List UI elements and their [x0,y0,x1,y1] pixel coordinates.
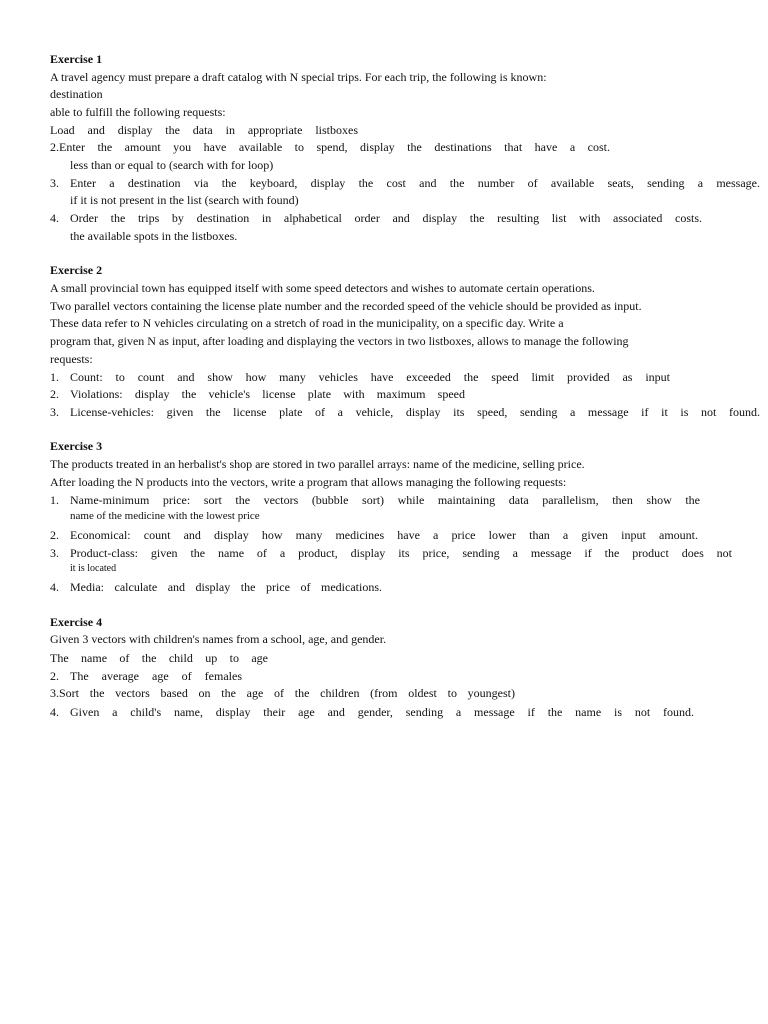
exercise-3-intro: The products treated in an herbalist's shop are stored in two parallel arrays: name of the medicine, selling price. [50,457,585,471]
exercise-1-line: able to fulfill the following requests: [50,105,226,119]
exercise-1-item-cont: less than or equal to (search with for loop) [70,158,274,172]
exercise-3-item-cont: it is located [70,563,117,574]
exercise-3-line: After loading the N products into the vectors, write a program that allows managing the following requests: [50,475,567,489]
exercise-3-item-number: 4. [50,580,59,594]
exercise-3-item-number: 2. [50,528,59,542]
exercise-2-item: License-vehicles: given the license plate of a vehicle, display its speed, sending a message if it is not found. [70,405,760,419]
exercise-2-item-number: 2. [50,387,59,401]
exercise-4-item: Given a child's name, display their age and gender, sending a message if the name is not found. [70,705,694,719]
exercise-1-item: Enter a destination via the keyboard, display the cost and the number of available seats, sending a message. [70,176,760,190]
exercise-3-title: Exercise 3 [50,439,103,453]
exercise-4-item: The name of the child up to age [50,651,268,665]
exercise-1-title: Exercise 1 [50,52,103,66]
exercise-1-item-number: 3. [50,176,59,190]
exercise-2-title: Exercise 2 [50,263,103,277]
exercise-1-item: Load and display the data in appropriate listboxes [50,123,358,137]
exercise-1-line: destination [50,87,103,101]
exercise-2-item-number: 3. [50,405,59,419]
exercise-2-line: program that, given N as input, after loading and displaying the vectors in two listboxes, allows to manage the following [50,334,629,348]
exercise-1-item-number: 4. [50,211,59,225]
exercise-4-title: Exercise 4 [50,615,103,629]
exercise-3-item-number: 3. [50,546,59,560]
exercise-4-item: 3.Sort the vectors based on the age of the children (from oldest to youngest) [50,686,515,700]
exercise-2-item-number: 1. [50,370,59,384]
exercise-1-item: Order the trips by destination in alphabetical order and display the resulting list with associated costs. [70,211,702,225]
exercise-3-item-cont: name of the medicine with the lowest price [70,510,260,522]
exercise-1-item-cont: the available spots in the listboxes. [70,229,238,243]
exercise-4-item-number: 2. [50,669,59,683]
exercise-1-intro: A travel agency must prepare a draft catalog with N special trips. For each trip, the following is known: [50,70,547,84]
exercise-1-item-cont: if it is not present in the list (search with found) [70,193,299,207]
exercise-3-item: Media: calculate and display the price of medications. [70,580,382,594]
exercise-1-item: 2.Enter the amount you have available to spend, display the destinations that have a cost. [50,140,610,154]
exercise-3-item: Name-minimum price: sort the vectors (bubble sort) while maintaining data parallelism, then show the [70,493,700,507]
exercise-2-line: Two parallel vectors containing the license plate number and the recorded speed of the vehicle should be provided as input. [50,299,642,313]
exercise-4-item-number: 4. [50,705,59,719]
exercise-3-item-number: 1. [50,493,59,507]
exercise-4-item: The average age of females [70,669,242,683]
exercise-2-item: Count: to count and show how many vehicles have exceeded the speed limit provided as input [70,370,670,384]
exercise-2-intro: A small provincial town has equipped itself with some speed detectors and wishes to automate certain operations. [50,281,595,295]
exercise-4-intro: Given 3 vectors with children's names from a school, age, and gender. [50,632,387,646]
exercise-2-line: These data refer to N vehicles circulating on a stretch of road in the municipality, on a specific day. Write a [50,316,564,330]
exercise-2-line: requests: [50,352,93,366]
exercise-3-item: Economical: count and display how many medicines have a price lower than a given input amount. [70,528,698,542]
exercise-2-item: Violations: display the vehicle's license plate with maximum speed [70,387,465,401]
exercise-3-item: Product-class: given the name of a product, display its price, sending a message if the product does not [70,546,732,560]
